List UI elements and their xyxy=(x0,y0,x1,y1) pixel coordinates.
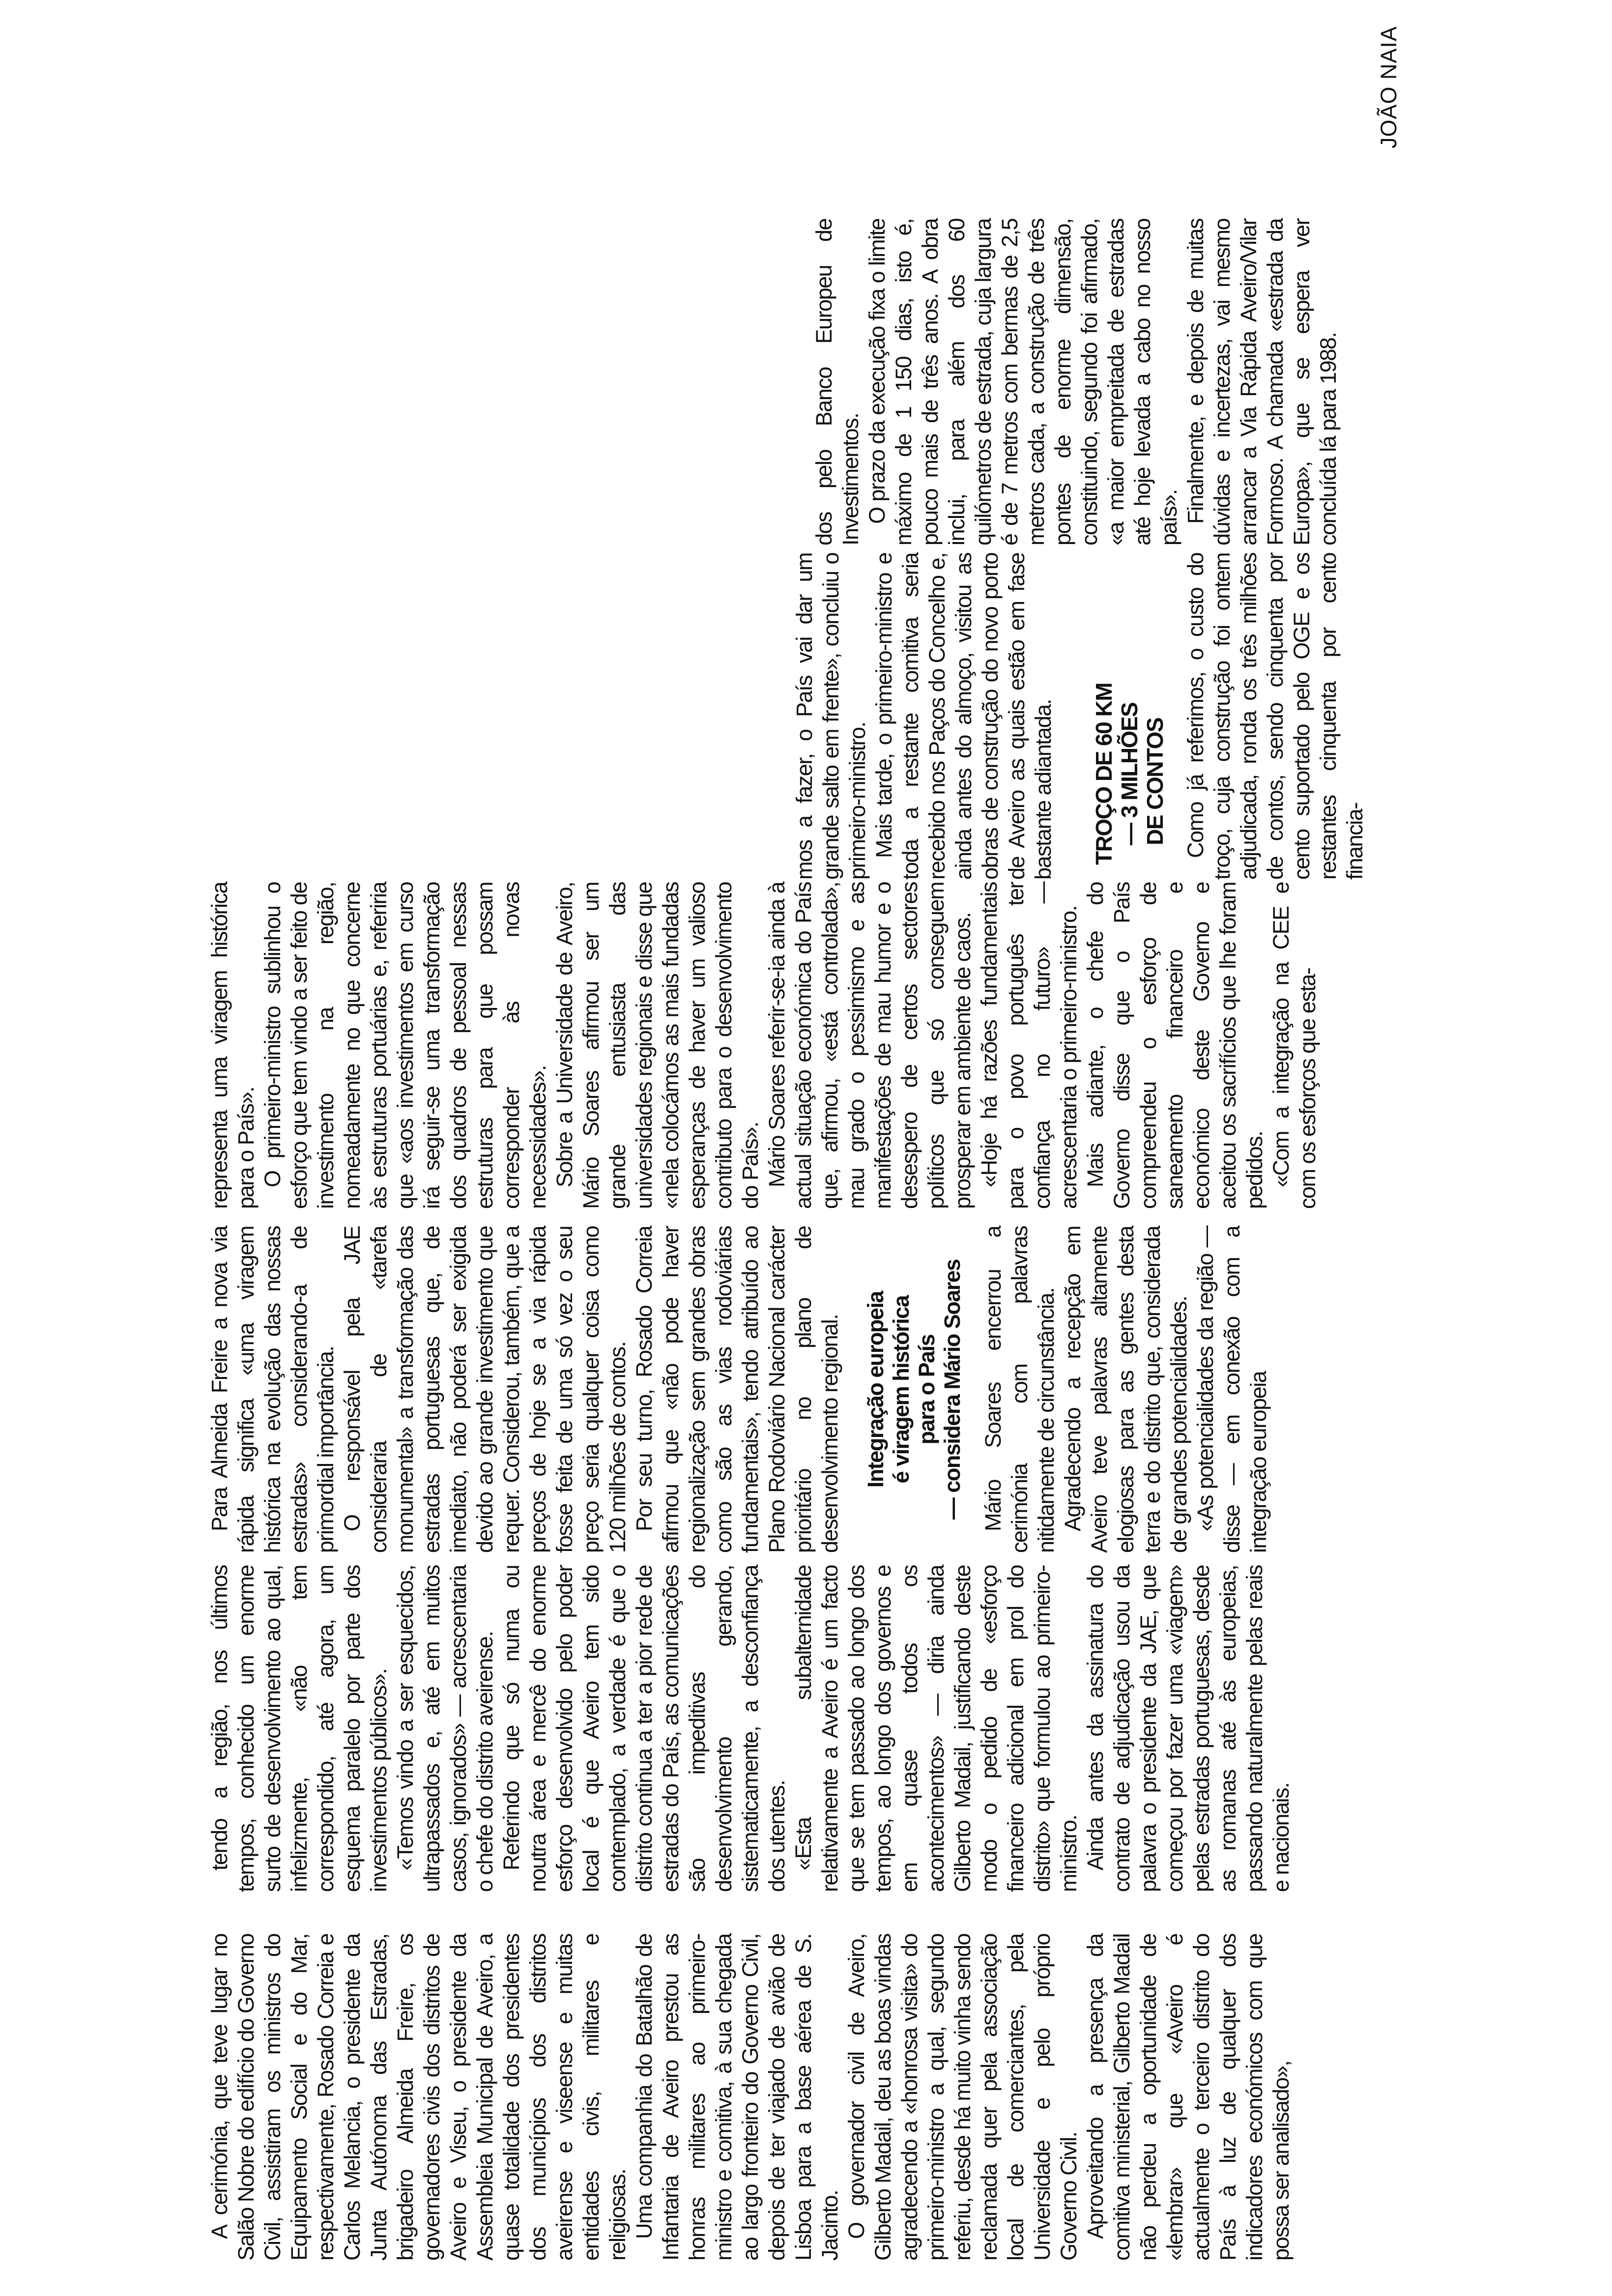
author-signature: JOÃO NAIA xyxy=(1376,26,1401,148)
paragraph: Aproveitando a presença da comitiva ministerial, Gilberto Madail não perdeu a oportunidade de «lembrar» que «Aveiro é actualmente o terceiro distrito do País à luz de qualquer dos indicadores económicos com que possa ser analisado», xyxy=(1083,1934,1294,2261)
paragraph: Mário Soares referir-se-ia ainda à actual situação económica do País que, afirmou, «está controlada», mau grado o pessimismo e as manifestações de mau humor e o desespero de certos sectores políticos que só conseguem prosperar em ambiente de caos. xyxy=(764,882,975,1209)
paragraph: «Hoje há razões fundamentais para o povo português ter confiança no futuro» — acrescentaria o primeiro-ministro. xyxy=(977,882,1081,1209)
paragraph: O primeiro-ministro sublinhou o esforço que tem vindo a ser feito de investimento na região, nomeadamente no que concerne às estruturas portuárias e, referiria que «aos investimentos em curso irá seguir-se uma transformação dos quadros de pessoal nessas estruturas para que possam corresponder às novas necessidades». xyxy=(260,882,550,1209)
paragraph: tendo a região, nos últimos tempos, conhecido um enorme surto de desenvolvimento ao qual, infelizmente, «não tem correspondido, até agora, um esquema paralelo por parte dos investimentos públicos». xyxy=(207,1565,391,1892)
subheading-line: Integração europeia xyxy=(863,1291,888,1488)
article-column-1 xyxy=(206,1934,1295,2261)
subheading-line: — 3 MILHÕES xyxy=(1117,702,1142,845)
paragraph: Mais adiante, o chefe do Governo disse que o País compreendeu o esforço de saneamento financeiro e económico deste Governo e aceitou os sacrifícios que lhe foram pedidos. xyxy=(1083,882,1267,1209)
paragraph: O governador civil de Aveiro, Gilberto Madail, deu as boas vindas agradecendo a «honrosa visita» do primeiro-ministro a qual, segundo referiu, desde há muito vinha sendo reclamada quer pela associação local de comerciantes, pela Universidade e pelo próprio Governo Civil. xyxy=(844,1934,1081,2261)
paragraph: «As potencialidades da região — disse — em conexão com a integração europeia xyxy=(1193,1226,1271,1553)
paragraph: «Temos vindo a ser esquecidos, ultrapassados e, até em muitos casos, ignorados» — acrescentaria o chefe do distrito aveirense. xyxy=(393,1565,497,1892)
paragraph: Para Almeida Freire a nova via rápida significa «uma viragem histórica na evolução das nossas estradas» considerando-a de primordial importância. xyxy=(207,1226,338,1553)
paragraph: Como já referimos, o custo do troço, cuja construção foi ontem adjudicada, ronda os três milhões de contos, sendo cinquenta por cento suportado pelo OGE e os restantes cinquenta por cento financia- xyxy=(1183,553,1367,880)
paragraph: Agradecendo a recepção em Aveiro teve palavras altamente elogiosas para as gentes desta terra e do distrito que, considerada de grandes potencialidades. xyxy=(1060,1226,1191,1553)
paragraph: «Com a integração na CEE e com os esforços que esta- xyxy=(1268,882,1320,1209)
article-column-2 xyxy=(206,1565,1295,1892)
paragraph: Mário Soares encerrou a cerimónia com palavras nitidamente de circunstância. xyxy=(980,1226,1059,1553)
article-column-3 xyxy=(206,1226,1272,1553)
paragraph: Por seu turno, Rosado Correia afirmou que «não pode haver regionalização sem grandes obras como são as vias rodoviárias fundamentais», tendo atribuído ao Plano Rodoviário Nacional carácter prioritário no plano de desenvolvimento regional. xyxy=(632,1226,842,1553)
paragraph: Referindo que só numa ou noutra área e mercê do enorme esforço desenvolvido pelo poder local é que Aveiro tem sido contemplado, a verdade é que o distrito continua a ter a pior rede de estradas do País, as comunicações são impeditivas do desenvolvimento gerando, sistematicamente, a desconfiança dos utentes. xyxy=(499,1565,789,1892)
paragraph: mos a fazer, o País vai dar um grande salto em frente», concluiu o primeiro-ministro. xyxy=(792,553,870,880)
paragraph: Finalmente, e depois de muitas dúvidas e incertezas, vai mesmo arrancar a Via Rápida Aveiro/Vilar Formoso. A chamada «estrada da Europa», que se espera ver concluída lá para 1988. xyxy=(1183,219,1341,545)
paragraph: dos pelo Banco Europeu de Investimentos. xyxy=(811,219,863,545)
article-column-6 xyxy=(811,219,1342,545)
subheading-line: — considera Mário Soares xyxy=(940,1259,965,1520)
paragraph: Mais tarde, o primeiro-ministro e toda a restante comitiva seria recebido nos Paços do Concelho e, ainda antes do almoço, visitou as obras de construção do novo porto de Aveiro as quais estão em fase bastante adiantada. xyxy=(871,553,1056,880)
paragraph: A cerimónia, que teve lugar no Salão Nobre do edifício do Governo Civil, assistiram os ministros do Equipamento Social e do Mar, respectivamente, Rosado Correia e Carlos Melancia, o presidente da Junta Autónoma das Estradas, brigadeiro Almeida Freire, os governadores civis dos distritos de Aveiro e Viseu, o presidente da Assembleia Municipal de Aveiro, a quase totalidade dos presidentes dos municípios dos distritos aveirense e viseense e muitas entidades civis, militares e religiosas. xyxy=(207,1934,630,2261)
paragraph: Sobre a Universidade de Aveiro, Mário Soares afirmou ser um grande entusiasta das universidades regionais e disse que «nela colocámos as mais fundadas esperanças de haver um valioso contributo para o desenvolvimento do País». xyxy=(552,882,763,1209)
subheading-line: DE CONTOS xyxy=(1142,718,1168,845)
article-column-4 xyxy=(206,882,1321,1209)
subheading-line: TROÇO DE 60 KM xyxy=(1091,683,1117,865)
paragraph: O prazo da execução fixa o limite máximo de 1 150 dias, isto é, pouco mais de três anos. A obra inclui, para além dos 60 quilómetros de estrada, cuja largura é de 7 metros com bermas de 2,5 metros cada, a construção de três pontes de enorme dimensão, constituindo, segundo foi afirmado, «a maior empreitada de estradas até hoje levada a cabo no nosso país». xyxy=(864,219,1181,545)
subheading-line: para o País xyxy=(914,1334,939,1445)
subheading-line: é viragem histórica xyxy=(889,1295,914,1484)
article-column-5 xyxy=(791,553,1368,880)
paragraph: O responsável pela JAE consideraria de «tarefa monumental» a transformação das estradas portuguesas que, de imediato, não poderá ser exigida devido ao grande investimento que requer. Considerou, também, que a preços de hoje se a via rápida fosse feita de uma só vez o seu preço seria qualquer coisa como 120 milhões de contos. xyxy=(340,1226,630,1553)
paragraph: Uma companhia do Batalhão de Infantaria de Aveiro prestou as honras militares ao primeiro-ministro e comitiva, à sua chegada ao largo fronteiro do Governo Civil, depois de ter viajado de avião de Lisboa para a base aérea de S. Jacinto. xyxy=(632,1934,842,2261)
paragraph: «Esta subalternidade relativamente a Aveiro é um facto que se tem passado ao longo dos tempos, ao longo dos governos e em quase todos os acontecimentos» — diria ainda Gilberto Madail, justificando deste modo o pedido de «esforço financeiro adicional em prol do distrito» que formulou ao primeiro-ministro. xyxy=(791,1565,1081,1892)
paragraph: Ainda antes da assinatura do contrato de adjudicação usou da palavra o presidente da JAE, que começou por fazer uma «viagem» pelas estradas portuguesas, desde as romanas até às europeias, passando naturalmente pelas reais e nacionais. xyxy=(1083,1565,1294,1892)
paragraph: representa uma viragem histórica para o País». xyxy=(207,882,259,1209)
subheading-troco-60km xyxy=(1091,553,1168,865)
subheading-integracao-europeia xyxy=(863,1226,965,1553)
